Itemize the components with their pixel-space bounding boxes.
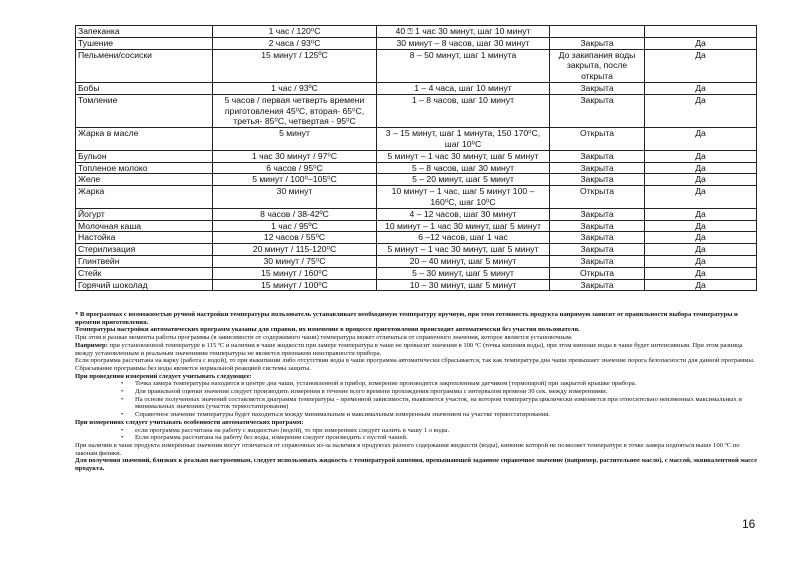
time-range-cell: 10 минут – 1 час 30 минут, шаг 5 минут bbox=[377, 220, 550, 232]
table-row bbox=[76, 244, 757, 256]
lid-state-cell: Закрыта bbox=[550, 220, 645, 232]
table-row bbox=[76, 162, 757, 174]
page-number: 16 bbox=[742, 517, 756, 531]
program-name-cell: Желе bbox=[76, 174, 213, 186]
time-range-cell: 20 – 40 минут, шаг 5 минут bbox=[377, 255, 550, 267]
delay-start-cell: Да bbox=[645, 150, 757, 162]
program-name-cell: Горячий шоколад bbox=[76, 279, 213, 291]
default-time-temp-cell: 2 часа / 93⁰С bbox=[213, 37, 377, 49]
note-water-reset: Если программа рассчитана на варку (работа с водой), то при выкипании либо отсутствии воды в чаше программа автоматически сбрасывается, так как температура дна чаши превышает значение порога безопасности для данной программы. Сбрасывание программы без воды является нормальной реакцией системы защиты. bbox=[75, 357, 755, 372]
delay-start-cell: Да bbox=[645, 220, 757, 232]
delay-start-cell: Да bbox=[645, 267, 757, 279]
programs-table-body bbox=[76, 26, 757, 291]
lid-state-cell: Закрыта bbox=[550, 37, 645, 49]
table-row bbox=[76, 82, 757, 94]
bullet-icon: • bbox=[121, 426, 124, 434]
time-range-cell: 10 минут – 1 час, шаг 5 минут 100 – 160⁰С, шаг 10⁰С bbox=[377, 186, 550, 209]
table-row bbox=[76, 220, 757, 232]
default-time-temp-cell: 6 часов / 95⁰С bbox=[213, 162, 377, 174]
time-range-cell: 5 – 8 часов, шаг 30 минут bbox=[377, 162, 550, 174]
lid-state-cell: Закрыта bbox=[550, 208, 645, 220]
note-example bbox=[75, 342, 758, 357]
delay-start-cell: Да bbox=[645, 186, 757, 209]
table-row bbox=[76, 208, 757, 220]
delay-start-cell: Да bbox=[645, 162, 757, 174]
time-range-cell: 1 – 4 часа, шаг 10 минут bbox=[377, 82, 550, 94]
lid-state-cell: Закрыта bbox=[550, 82, 645, 94]
default-time-temp-cell: 15 минут / 160⁰С bbox=[213, 267, 377, 279]
bullet-icon: • bbox=[121, 411, 124, 419]
default-time-temp-cell: 15 минут / 125ºС bbox=[213, 49, 377, 82]
lid-state-cell: Открыта bbox=[550, 128, 645, 151]
program-name-cell: Бульон bbox=[76, 150, 213, 162]
measurement-list bbox=[75, 380, 758, 419]
delay-start-cell: Да bbox=[645, 244, 757, 256]
program-name-cell: Глинтвейн bbox=[76, 255, 213, 267]
program-name-cell: Бобы bbox=[76, 82, 213, 94]
table-row bbox=[76, 255, 757, 267]
delay-start-cell: Да bbox=[645, 208, 757, 220]
delay-start-cell: Да bbox=[645, 279, 757, 291]
table-row bbox=[76, 128, 757, 151]
delay-start-cell: Да bbox=[645, 174, 757, 186]
time-range-cell: 5 – 20 минут, шаг 5 минут bbox=[377, 174, 550, 186]
default-time-temp-cell: 20 минут / 115-120⁰С bbox=[213, 244, 377, 256]
table-row bbox=[76, 174, 757, 186]
program-name-cell: Стерилизация bbox=[76, 244, 213, 256]
bullet-icon: • bbox=[121, 380, 124, 388]
time-range-cell: 8 – 50 минут, шаг 1 минута bbox=[377, 49, 550, 82]
program-name-cell: Пельмени/сосиски bbox=[76, 49, 213, 82]
default-time-temp-cell: 5 минут / 100⁰–105⁰С bbox=[213, 174, 377, 186]
program-name-cell: Тушение bbox=[76, 37, 213, 49]
table-row bbox=[76, 94, 757, 127]
lid-state-cell: Закрыта bbox=[550, 174, 645, 186]
program-name-cell: Йогурт bbox=[76, 208, 213, 220]
note-auto-programs: Температуры настройки автоматических программ указаны для справки, их изменение в процессе приготовления происходит автоматически без участия пользователя. bbox=[75, 326, 580, 334]
table-row bbox=[76, 186, 757, 209]
table-row bbox=[76, 232, 757, 244]
lid-state-cell: Закрыта bbox=[550, 232, 645, 244]
default-time-temp-cell: 1 час / 95ºС bbox=[213, 220, 377, 232]
time-range-cell: 5 минут – 1 час 30 минут, шаг 5 минут bbox=[377, 150, 550, 162]
lid-state-cell: Закрыта bbox=[550, 244, 645, 256]
list-item: • Если программа рассчитана на работу без воды, измерения следует производить с пустой чашей. bbox=[121, 434, 408, 442]
table-row bbox=[76, 267, 757, 279]
time-range-cell: 3 – 15 минут, шаг 1 минута, 150 170⁰С, шаг 10⁰С bbox=[377, 128, 550, 151]
lid-state-cell: Закрыта bbox=[550, 150, 645, 162]
delay-start-cell: Да bbox=[645, 128, 757, 151]
time-range-cell: 30 минут – 8 часов, шаг 30 минут bbox=[377, 37, 550, 49]
table-row bbox=[76, 37, 757, 49]
delay-start-cell: Да bbox=[645, 37, 757, 49]
lid-state-cell: Открыта bbox=[550, 267, 645, 279]
program-name-cell: Топленое молоко bbox=[76, 162, 213, 174]
delay-start-cell: Да bbox=[645, 255, 757, 267]
table-row bbox=[76, 49, 757, 82]
program-name-cell: Стейк bbox=[76, 267, 213, 279]
default-time-temp-cell: 1 час / 93ºС bbox=[213, 82, 377, 94]
default-time-temp-cell: 5 минут bbox=[213, 128, 377, 151]
bullet-icon: • bbox=[121, 434, 124, 442]
lid-state-cell: Закрыта bbox=[550, 255, 645, 267]
table-row bbox=[76, 150, 757, 162]
delay-start-cell: Да bbox=[645, 49, 757, 82]
lid-state-cell: До закипания воды закрыта, после открыта bbox=[550, 49, 645, 82]
list-item: • Справочное значение температуры будет находиться между минимальным и максимальным измеренным значением на участке термостатирования. bbox=[121, 411, 550, 419]
time-range-cell: 40 ⍰ 1 час 30 минут, шаг 10 минут bbox=[377, 26, 550, 38]
program-name-cell: Томление bbox=[76, 94, 213, 127]
default-time-temp-cell: 30 минут bbox=[213, 186, 377, 209]
list-item: • На основе полученных значений составляется диаграмма температуры – временной зависимости, выявляется участок, на котором температура циклически изменяется при относительно неизменных максимальных и минимальных значениях (участок термостатирования) bbox=[121, 395, 742, 411]
lid-state-cell bbox=[550, 26, 645, 38]
note-product-values: При наличии в чаше продукта измеренные значения могут отличаться от справочных из-за наличия в продуктах разного содержания жидкости (воды), кипение которой не позволяет температуре в точке замера подняться выше 100 ºС по законам физики. bbox=[75, 441, 740, 457]
default-time-temp-cell: 12 часов / 55⁰С bbox=[213, 232, 377, 244]
lid-state-cell: Закрыта bbox=[550, 162, 645, 174]
table-row bbox=[76, 26, 757, 38]
time-range-cell: 1 – 8 часов, шаг 10 минут bbox=[377, 94, 550, 127]
time-range-cell: 4 – 12 часов, шаг 30 минут bbox=[377, 208, 550, 220]
time-range-cell: 10 – 30 минут, шаг 5 минут bbox=[377, 279, 550, 291]
default-time-temp-cell: 15 минут / 100⁰С bbox=[213, 279, 377, 291]
bullet-icon: • bbox=[121, 395, 124, 403]
time-range-cell: 6 –12 часов, шаг 1 час bbox=[377, 232, 550, 244]
time-range-cell: 5 минут – 1 час 30 минут, шаг 5 минут bbox=[377, 244, 550, 256]
delay-start-cell: Да bbox=[645, 82, 757, 94]
list-item: • если программа рассчитана на работу с жидкостью (водой), то при измерениях следует налить в чашу 1 л воды. bbox=[121, 426, 450, 434]
delay-start-cell: Да bbox=[645, 232, 757, 244]
default-time-temp-cell: 30 минут / 75⁰С bbox=[213, 255, 377, 267]
list-item: • Точка замера температуры находится в центре дна чаши, установленной в прибор, измерение производится закрепленным датчиком (термопарой) при закрытой крышке прибора. bbox=[121, 380, 637, 388]
default-time-temp-cell: 5 часов / первая четверть времени приготовления 45⁰С, вторая- 65⁰С, третья- 85⁰С, четвертая - 95⁰С bbox=[213, 94, 377, 127]
program-name-cell: Настойка bbox=[76, 232, 213, 244]
note-manual-settings: * В программах с возможностью ручной настройки температуры пользователь устанавливает необходимую температуру вручную, при этом готовность продукта напрямую зависит от правильности выбора температуры и времени приготовления. bbox=[75, 311, 738, 326]
program-name-cell: Жарка в масле bbox=[76, 128, 213, 151]
bullet-icon: • bbox=[121, 388, 124, 396]
program-name-cell: Молочная каша bbox=[76, 220, 213, 232]
note-temperature-variance: При этом в разные моменты работы программы (в зависимости от содержимого чаши) температура может отличаться от справочного значения, которое является установочным. bbox=[75, 334, 573, 342]
note-example-text: при установленной температуре в 115 ºС и наличии в чаше жидкости при замере температура в чаше не превысит значения в 100 ºС (точка кипения воды), при этом кипение воды в чаше будет интенсивным. При этом разница между установленным и реальным значениями температуры не является признаком неисправности прибора. bbox=[75, 341, 743, 357]
notes-section bbox=[75, 311, 758, 473]
programs-table bbox=[75, 25, 757, 291]
default-time-temp-cell: 8 часов / 38-42ºС bbox=[213, 208, 377, 220]
default-time-temp-cell: 1 час / 120⁰С bbox=[213, 26, 377, 38]
list-item: • Для правильной оценки значения следует производить измерения в течение всего времени прохождения программы с интервалом времени 30 сек. между измерениями. bbox=[121, 388, 608, 396]
delay-start-cell: Да bbox=[645, 94, 757, 127]
lid-state-cell: Закрыта bbox=[550, 279, 645, 291]
table-row bbox=[76, 279, 757, 291]
lid-state-cell: Открыта bbox=[550, 186, 645, 209]
program-name-cell: Запеканка bbox=[76, 26, 213, 38]
default-time-temp-cell: 1 час 30 минут / 97⁰С bbox=[213, 150, 377, 162]
note-measurement-heading: При проведении измерений следует учитывать следующее: bbox=[75, 372, 252, 380]
program-name-cell: Жарка bbox=[76, 186, 213, 209]
note-auto-measurement-heading: При измерениях следует учитывать особенности автоматических программ: bbox=[75, 418, 304, 426]
delay-start-cell bbox=[645, 26, 757, 38]
lid-state-cell: Закрыта bbox=[550, 94, 645, 127]
note-close-values: Для получения значений, близких к реально настроенным, следует использовать жидкость с температурой кипения, превышающей заданное справочное значение (например, растительное масло), с массой, эквивалентной массе продукта. bbox=[75, 457, 757, 473]
auto-measurement-list bbox=[75, 427, 758, 442]
time-range-cell: 5 – 30 минут, шаг 5 минут bbox=[377, 267, 550, 279]
note-example-label: Например: bbox=[75, 341, 108, 349]
